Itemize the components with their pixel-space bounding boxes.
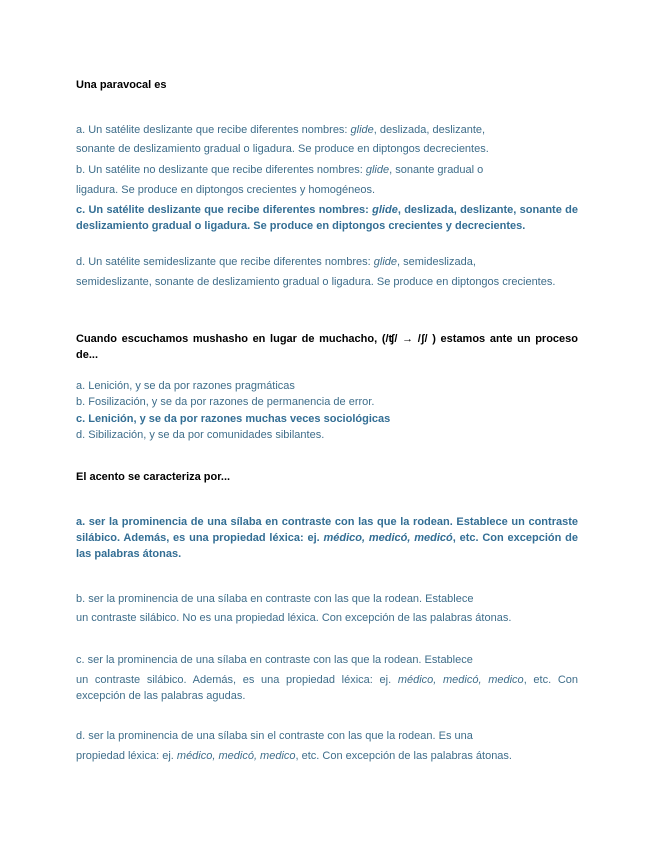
- question-3-title: El acento se caracteriza por...: [76, 471, 231, 483]
- q3-option-a[interactable]: a. ser la prominencia de una sílaba en contraste con las que la rodean. Establece un contraste silábico. Además, es una propiedad léxica: ej. médico, medicó, medicó, etc. Con excepción de las palabras átonas.: [76, 516, 578, 560]
- q2-option-a[interactable]: a. Lenición, y se da por razones pragmáticas: [76, 380, 295, 392]
- q3-option-c-line2[interactable]: un contraste silábico. Además, es una propiedad léxica: ej. médico, medicó, medico, etc. Con excepción de las palabras agudas.: [76, 674, 579, 702]
- q1-option-d-line2[interactable]: semideslizante, sonante de deslizamiento gradual o ligadura. Se produce en diptongos crecientes.: [76, 276, 556, 288]
- q3-option-d-line2[interactable]: propiedad léxica: ej. médico, medicó, medico, etc. Con excepción de las palabras átonas.: [76, 750, 512, 762]
- q3-option-b-line2[interactable]: un contraste silábico. No es una propiedad léxica. Con excepción de las palabras átonas.: [76, 612, 512, 624]
- q3-option-b-line1[interactable]: b. ser la prominencia de una sílaba en contraste con las que la rodean. Establece: [76, 593, 474, 605]
- question-1-title: Una paravocal es: [76, 79, 167, 91]
- q1-option-b-line2[interactable]: ligadura. Se produce en diptongos crecientes y homogéneos.: [76, 184, 376, 196]
- question-2-title: Cuando escuchamos mushasho en lugar de muchacho, (/ʧ/ → /ʃ/ ) estamos ante un proceso de...: [76, 333, 578, 361]
- q2-option-b[interactable]: b. Fosilización, y se da por razones de permanencia de error.: [76, 396, 375, 408]
- q3-option-d-line1[interactable]: d. ser la prominencia de una sílaba sin el contraste con las que la rodean. Es una: [76, 730, 473, 742]
- q1-option-c[interactable]: c. Un satélite deslizante que recibe diferentes nombres: glide, deslizada, deslizante, sonante de deslizamiento gradual o ligadura. Se produce en diptongos crecientes y decrecientes.: [76, 204, 578, 232]
- q2-option-d[interactable]: d. Sibilización, y se da por comunidades sibilantes.: [76, 429, 325, 441]
- q1-option-b-line1[interactable]: b. Un satélite no deslizante que recibe diferentes nombres: glide, sonante gradual o: [76, 164, 484, 176]
- q1-option-d-line1[interactable]: d. Un satélite semideslizante que recibe diferentes nombres: glide, semideslizada,: [76, 256, 476, 268]
- q3-option-c-line1[interactable]: c. ser la prominencia de una sílaba en contraste con las que la rodean. Establece: [76, 654, 473, 666]
- q1-option-a-line1[interactable]: a. Un satélite deslizante que recibe diferentes nombres: glide, deslizada, deslizante,: [76, 124, 486, 136]
- q1-option-a-line2[interactable]: sonante de deslizamiento gradual o ligadura. Se produce en diptongos decrecientes.: [76, 143, 489, 155]
- q2-option-c[interactable]: c. Lenición, y se da por razones muchas veces sociológicas: [76, 413, 391, 425]
